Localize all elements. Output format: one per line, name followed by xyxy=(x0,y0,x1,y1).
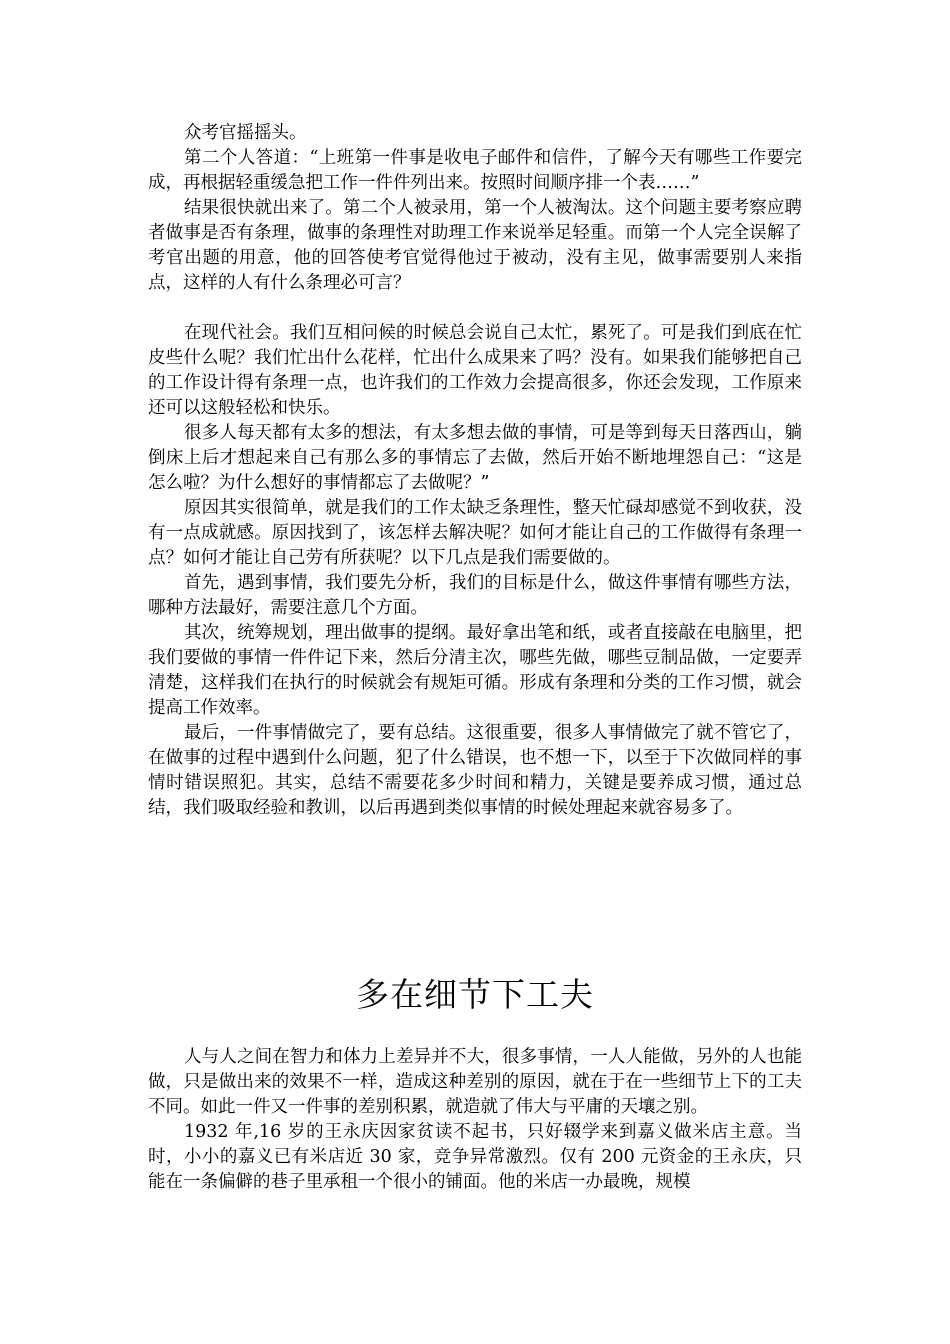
body-text-top xyxy=(148,121,802,821)
body-text-bottom xyxy=(148,1045,802,1195)
paragraph: 首先，遇到事情，我们要先分析，我们的目标是什么，做这件事情有哪些方法，哪种方法最好，需要注意几个方面。 xyxy=(148,573,802,618)
paragraph: 在现代社会。我们互相问候的时候总会说自己太忙，累死了。可是我们到底在忙皮些什么呢？我们忙出什么花样，忙出什么成果来了吗？没有。如果我们能够把自己的工作设计得有条理一点，也许我们的工作效力会提高很多，你还会发现，工作原来还可以这般轻松和快乐。 xyxy=(148,323,802,418)
paragraph: 结果很快就出来了。第二个人被录用，第一个人被淘汰。这个问题主要考察应聘者做事是否有条理，做事的条理性对助理工作来说举足轻重。而第一个人完全误解了考官出题的用意，他的回答使考官觉得他过于被动，没有主见，做事需要别人来指点，这样的人有什么条理必可言？ xyxy=(148,198,802,293)
paragraph: 其次，统筹规划，理出做事的提纲。最好拿出笔和纸，或者直接敲在电脑里，把我们要做的事情一件件记下来，然后分清主次，哪些先做，哪些豆制品做，一定要弄清楚，这样我们在执行的时候就会有规矩可循。形成有条理和分类的工作习惯，就会提高工作效率。 xyxy=(148,623,802,718)
paragraph-gap xyxy=(148,296,802,321)
paragraph: 第二个人答道：“上班第一件事是收电子邮件和信件，了解今天有哪些工作要完成，再根据轻重缓急把工作一件件列出来。按照时间顺序排一个表……” xyxy=(148,148,802,193)
paragraph: 很多人每天都有太多的想法，有太多想去做的事情，可是等到每天日落西山，躺倒床上后才想起来自己有那么多的事情忘了去做，然后开始不断地埋怨自己：“这是怎么啦？为什么想好的事情都忘了去做呢？” xyxy=(148,423,802,493)
section-title: 多在细节下工夫 xyxy=(356,975,594,1014)
paragraph: 人与人之间在智力和体力上差异并不大，很多事情，一人人能做，另外的人也能做，只是做出来的效果不一样，造成这种差别的原因，就在于在一些细节上下的工夫不同。如此一件又一件事的差别积累，就造就了伟大与平庸的天壤之别。 xyxy=(148,1047,802,1117)
paragraph: 原因其实很简单，就是我们的工作太缺乏条理性，整天忙碌却感觉不到收获，没有一点成就感。原因找到了，该怎样去解决呢？如何才能让自己的工作做得有条理一点？如何才能让自己劳有所获呢？以下几点是我们需要做的。 xyxy=(148,498,802,568)
paragraph: 1932 年,16 岁的王永庆因家贫读不起书，只好辍学来到嘉义做米店主意。当时，小小的嘉义已有米店近 30 家，竞争异常激烈。仅有 200 元资金的王永庆，只能在一条偏僻的巷子里承租一个很小的铺面。他的米店一办最晚，规模 xyxy=(148,1122,802,1192)
paragraph: 最后，一件事情做完了，要有总结。这很重要，很多人事情做完了就不管它了，在做事的过程中遇到什么问题，犯了什么错误，也不想一下，以至于下次做同样的事情时错误照犯。其实，总结不需要花多少时间和精力，关键是要养成习惯，通过总结，我们吸取经验和教训，以后再遇到类似事情的时候处理起来就容易多了。 xyxy=(148,723,802,818)
paragraph: 众考官摇摇头。 xyxy=(184,123,307,143)
